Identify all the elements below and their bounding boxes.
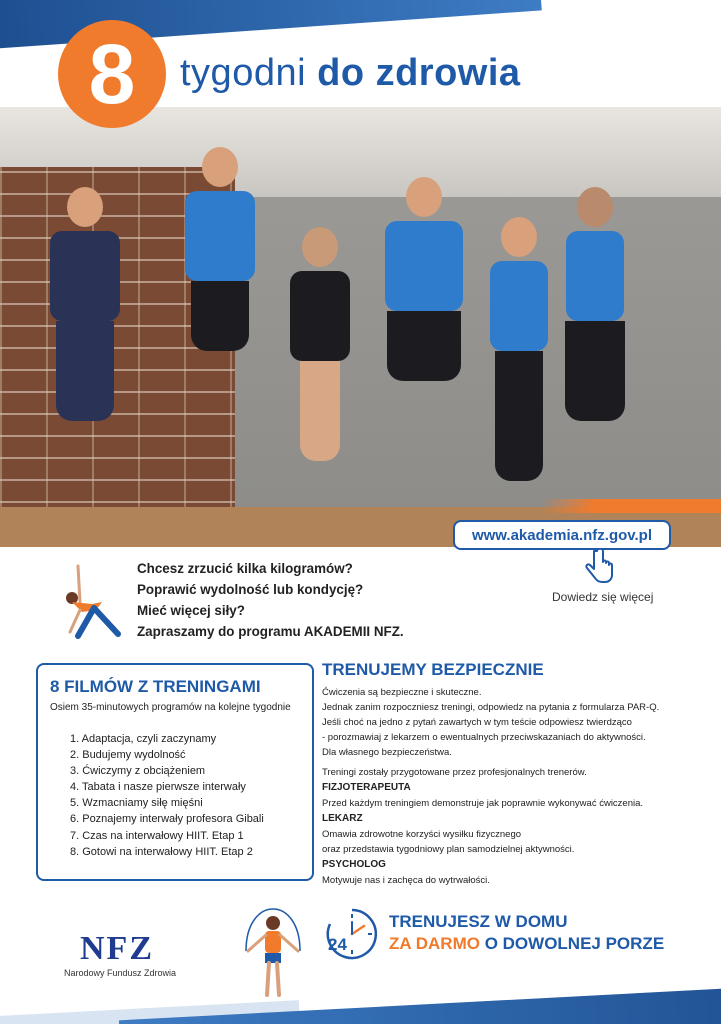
films-subtitle: Osiem 35-minutowych programów na kolejne tygodnie [50, 702, 291, 713]
safety-line: - porozmawiaj z lekarzem o ewentualnych przeciwskazaniach do aktywności. [322, 732, 646, 743]
trainer-3 [290, 227, 350, 461]
list-item: 6. Poznajemy interwały profesora Gibali [70, 813, 264, 826]
clock-label: 24 [328, 935, 347, 954]
trainer-1 [50, 187, 120, 421]
trainer-4 [385, 177, 463, 381]
list-item: 7. Czas na interwałowy HIIT. Etap 1 [70, 829, 244, 842]
physio-text: Przed każdym treningiem demonstruje jak poprawnie wykonywać ćwiczenia. [322, 798, 644, 809]
safety-line: Jeśli choć na jedno z pytań zawartych w tym teście odpowiesz twierdząco [322, 717, 632, 728]
trainer-5 [490, 217, 548, 481]
nfz-logo-subtitle: Narodowy Fundusz Zdrowia [64, 968, 177, 978]
trainer-6 [565, 187, 625, 421]
free-anytime-line [389, 934, 664, 954]
trainer-2 [185, 147, 255, 351]
psych-text: Motywuje nas i zachęca do wytrwałości. [322, 875, 490, 886]
week-count-badge: 8 [58, 20, 166, 128]
footer-band [0, 980, 721, 1024]
safety-line: Ćwiczenia są bezpieczne i skuteczne. [322, 687, 482, 698]
psych-heading: PSYCHOLOG [322, 859, 386, 870]
safety-section [322, 660, 702, 888]
intro-line: Chcesz zrzucić kilka kilogramów? [137, 561, 353, 576]
safety-trainers-line: Treningi zostały przygotowane przez profesjonalnych trenerów. [322, 767, 587, 778]
list-item: 5. Wzmacniamy siłę mięśni [70, 797, 203, 810]
list-item: 1. Adaptacja, czyli zaczynamy [70, 733, 217, 745]
intro-text [137, 558, 404, 642]
website-link[interactable]: www.akademia.nfz.gov.pl [453, 520, 671, 550]
films-list [70, 731, 304, 860]
home-training-line: TRENUJESZ W DOMU [389, 912, 568, 931]
doctor-text: Omawia zdrowotne korzyści wysiłku fizycznego [322, 829, 522, 840]
safety-line: Dla własnego bezpieczeństwa. [322, 747, 452, 758]
anytime-text: O DOWOLNEJ PORZE [484, 934, 665, 953]
intro-line: Poprawić wydolność lub kondycję? [137, 582, 364, 597]
list-item: 4. Tabata i nasze pierwsze interwały [70, 781, 246, 794]
hand-pointer-icon [582, 548, 614, 586]
list-item: 3. Ćwiczymy z obciążeniem [70, 765, 206, 778]
yoga-figure-icon [58, 562, 124, 640]
physio-heading: FIZJOTERAPEUTA [322, 782, 411, 793]
clock-24-icon [324, 906, 380, 962]
films-panel [36, 663, 314, 881]
list-item: 8. Gotowi na interwałowy HIIT. Etap 2 [70, 845, 253, 858]
title-bold: do zdrowia [317, 52, 521, 94]
hero-photo [0, 107, 721, 547]
safety-title: TRENUJEMY BEZPIECZNIE [322, 660, 544, 679]
safety-line: Jednak zanim rozpoczniesz treningi, odpowiedz na pytania z formularza PAR-Q. [322, 702, 660, 713]
intro-line: Mieć więcej siły? [137, 603, 245, 618]
doctor-heading: LEKARZ [322, 813, 363, 824]
films-title: 8 FILMÓW Z TRENINGAMI [50, 677, 261, 696]
list-item: 2. Budujemy wydolność [70, 749, 186, 762]
intro-line: Zapraszamy do programu AKADEMII NFZ. [137, 624, 404, 639]
page-title [180, 52, 521, 95]
doctor-text: oraz przedstawia tygodniowy plan samodzielnej aktywności. [322, 844, 575, 855]
nfz-logo: NFZ [80, 930, 154, 967]
learn-more-text: Dowiedz się więcej [552, 590, 654, 604]
title-light: tygodni [180, 52, 307, 94]
free-text: ZA DARMO [389, 934, 480, 953]
